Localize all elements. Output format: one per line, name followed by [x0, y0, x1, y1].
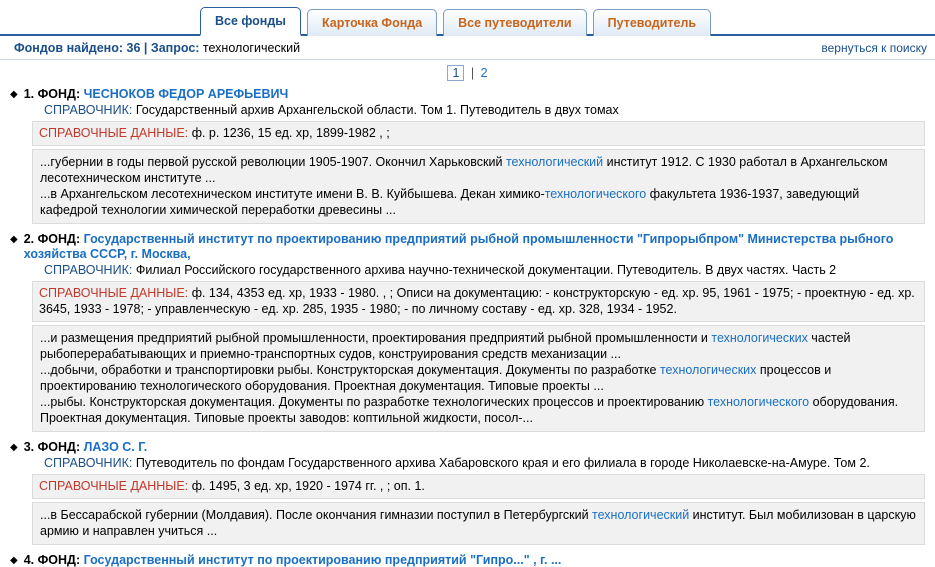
- results-list: [0, 87, 935, 567]
- back-to-search-link[interactable]: вернуться к поиску: [821, 41, 927, 55]
- list-item: [10, 232, 925, 432]
- reference-data-box: [32, 121, 925, 146]
- fond-name-link[interactable]: ЛАЗО С. Г.: [83, 440, 148, 454]
- page-divider: |: [470, 66, 475, 80]
- results-summary: [14, 41, 300, 55]
- tab-list: [200, 0, 935, 34]
- record-title: [24, 553, 925, 567]
- guide-line: [10, 102, 925, 118]
- snippet-box: [32, 149, 925, 224]
- snippet: [40, 362, 917, 394]
- pagination: [0, 60, 935, 87]
- list-item: [10, 87, 925, 224]
- snippet-text: ...и размещения предприятий рыбной промышленности, проектирования предприятий рыбной промышленности и: [40, 331, 712, 345]
- query-value: технологический: [202, 41, 301, 55]
- guide-value: Государственный архив Архангельской области. Том 1. Путеводитель в двух томах: [135, 103, 619, 117]
- reference-data-value: ф. 1495, 3 ед. хр, 1920 - 1974 гг. , ; оп. 1.: [191, 479, 425, 493]
- guide-label: СПРАВОЧНИК:: [44, 103, 133, 117]
- tab-all-guides[interactable]: Все путеводители: [443, 9, 586, 36]
- list-item: [10, 440, 925, 545]
- tab-fund-card[interactable]: Карточка Фонда: [307, 9, 437, 36]
- record-header: [10, 232, 925, 262]
- snippet-text: ...в Бессарабской губернии (Молдавия). После окончания гимназии поступил в Петербургский: [40, 508, 593, 522]
- snippet-text: ...губернии в годы первой русской революции 1905-1907. Окончил Харьковский: [40, 155, 506, 169]
- snippet-text: оборудования. Проектная документация. Типовые проекты заводов: коптильной жидкости, посол-...: [40, 395, 899, 425]
- snippet-text: ...в Архангельском лесотехническом институте имени В. В. Куйбышева. Декан химико-: [40, 187, 545, 201]
- snippet-box: [32, 325, 925, 432]
- snippet-text: частей рыбоперерабатывающих и приемно-транспортных судов, конструирования средств механизации ...: [40, 331, 851, 361]
- found-count: 36: [126, 41, 141, 55]
- query-label: Запрос:: [150, 41, 200, 55]
- fond-name-link[interactable]: Государственный институт по проектированию предприятий "Гипро..." , г. ...: [83, 553, 562, 567]
- snippet-highlight: технологический: [592, 508, 690, 522]
- reference-data-value: ф. 134, 4353 ед. хр, 1933 - 1980. , ; Описи на документацию: - конструкторскую - ед. хр. 95, 1961 - 1975; - проектную - ед. хр. 3645, 1933 - 1978; - управленческую - ед. хр. 285, 1935 - 1980; - по личному составу - ед. хр. 328, 1934 - 1952.: [39, 286, 915, 316]
- tab-bar: [0, 0, 935, 36]
- tab-all-funds[interactable]: Все фонды: [200, 7, 301, 36]
- results-info-bar: [0, 36, 935, 60]
- record-title: [24, 232, 925, 262]
- reference-data-label: СПРАВОЧНЫЕ ДАННЫЕ:: [39, 286, 189, 300]
- snippet-text: ...рыбы. Конструкторская документация. Документы по разработке технологических процессов и проектированию: [40, 395, 708, 409]
- fond-name-link[interactable]: Государственный институт по проектированию предприятий рыбной промышленности "Гипрорыбпром" Министерства рыбного хозяйства СССР, г. Москва,: [23, 232, 894, 261]
- guide-line: [10, 455, 925, 471]
- fond-name-link[interactable]: ЧЕСНОКОВ ФЕДОР АРЕФЬЕВИЧ: [83, 87, 289, 101]
- snippet-highlight: технологических: [659, 363, 757, 377]
- snippet-text: институт. Был мобилизован в царскую армию и направлен учиться ...: [40, 508, 916, 538]
- snippet-highlight: технологических: [711, 331, 808, 345]
- record-number: 1.: [23, 87, 35, 101]
- snippet-text: институт 1912. С 1930 работал в Архангельском лесотехническом институте ...: [40, 155, 888, 185]
- record-number: 3.: [23, 440, 35, 454]
- fond-label: ФОНД:: [37, 232, 81, 246]
- info-separator: |: [143, 41, 148, 55]
- snippet: [40, 330, 917, 362]
- bullet-icon: ◆: [10, 234, 18, 245]
- snippet: [40, 507, 917, 539]
- snippet: [40, 154, 917, 186]
- record-header: [10, 87, 925, 102]
- bullet-icon: ◆: [10, 89, 18, 100]
- snippet-highlight: технологический: [505, 155, 604, 169]
- guide-line: [10, 262, 925, 278]
- guide-value: Филиал Российского государственного архива научно-технической документации. Путеводитель. В двух частях. Часть 2: [135, 263, 837, 277]
- snippet-text: факультета 1936-1937, заведующий кафедрой технологии химической переработки древесины ...: [40, 187, 860, 217]
- reference-data-box: [32, 281, 925, 322]
- snippet-highlight: технологического: [544, 187, 647, 201]
- guide-label: СПРАВОЧНИК:: [44, 456, 133, 470]
- record-header: [10, 440, 925, 455]
- record-number: 2.: [23, 232, 35, 246]
- reference-data-label: СПРАВОЧНЫЕ ДАННЫЕ:: [39, 126, 189, 140]
- record-number: 4.: [23, 553, 35, 567]
- fond-label: ФОНД:: [37, 440, 81, 454]
- record-title: [24, 87, 925, 102]
- snippet: [40, 394, 917, 426]
- guide-label: СПРАВОЧНИК:: [44, 263, 133, 277]
- reference-data-label: СПРАВОЧНЫЕ ДАННЫЕ:: [39, 479, 189, 493]
- page-link-2[interactable]: 2: [480, 66, 488, 80]
- snippet-text: ...добычи, обработки и транспортировки рыбы. Конструкторская документация. Документы по разработке: [40, 363, 660, 377]
- snippet: [40, 186, 917, 218]
- bullet-icon: ◆: [10, 442, 18, 453]
- reference-data-value: ф. р. 1236, 15 ед. хр, 1899-1982 , ;: [191, 126, 390, 140]
- found-label: Фондов найдено:: [14, 41, 124, 55]
- snippet-box: [32, 502, 925, 545]
- reference-data-box: [32, 474, 925, 499]
- list-item: [10, 553, 925, 567]
- fond-label: ФОНД:: [37, 87, 81, 101]
- snippet-text: процессов и проектированию технологического оборудования. Проектная документация. Типовые проекты ...: [40, 363, 832, 393]
- fond-label: ФОНД:: [37, 553, 81, 567]
- record-title: [24, 440, 925, 455]
- record-header: [10, 553, 925, 567]
- tab-guide[interactable]: Путеводитель: [593, 9, 711, 36]
- snippet-highlight: технологического: [707, 395, 810, 409]
- guide-value: Путеводитель по фондам Государственного архива Хабаровского края и его филиала в городе Николаевске-на-Амуре. Том 2.: [135, 456, 870, 470]
- bullet-icon: ◆: [10, 555, 18, 566]
- page-current: 1: [447, 65, 464, 81]
